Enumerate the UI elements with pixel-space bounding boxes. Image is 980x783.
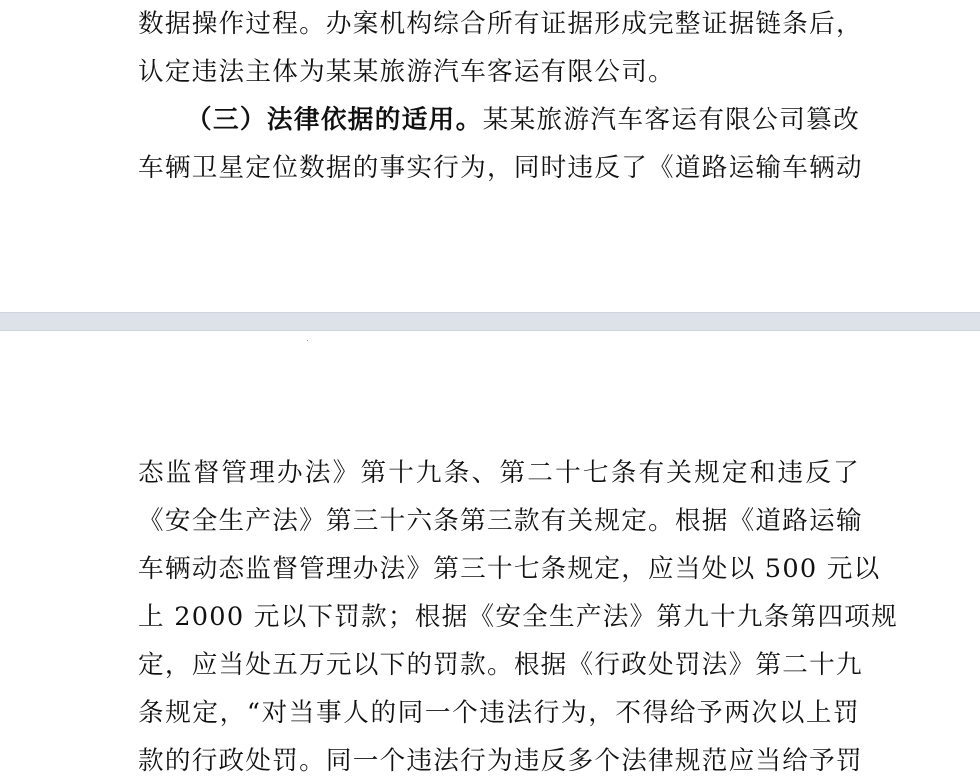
paragraph-line: 认定违法主体为某某旅游汽车客运有限公司。 [138,57,675,87]
page-separator [0,312,980,331]
paragraph-text: 某某旅游汽车客运有限公司篡改 [482,105,860,135]
paragraph-line: 车辆动态监督管理办法》第三十七条规定，应当处以 500 元以 [138,554,881,584]
paragraph-line: 车辆卫星定位数据的事实行为，同时违反了《道路运输车辆动 [138,153,863,183]
paragraph-line: 《安全生产法》第三十六条第三款有关规定。根据《道路运输 [138,506,863,536]
paragraph-line: 态监督管理办法》第十九条、第二十七条有关规定和违反了 [138,458,860,488]
paragraph-line: 数据操作过程。办案机构综合所有证据形成完整证据链条后， [138,9,863,39]
section-heading-line [186,96,860,144]
section-heading: （三）法律依据的适用。 [186,105,483,135]
document-page [0,0,980,312]
text-cursor-mark [307,340,308,341]
paragraph-line: 条规定，“对当事人的同一个违法行为，不得给予两次以上罚 [138,698,860,728]
paragraph-line: 款的行政处罚。同一个违法行为违反多个法律规范应当给予罚 [138,746,863,776]
document-page [0,331,980,783]
paragraph-line: 上 2000 元以下罚款；根据《安全生产法》第九十九条第四项规 [138,602,898,632]
paragraph-line: 定，应当处五万元以下的罚款。根据《行政处罚法》第二十九 [138,650,863,680]
